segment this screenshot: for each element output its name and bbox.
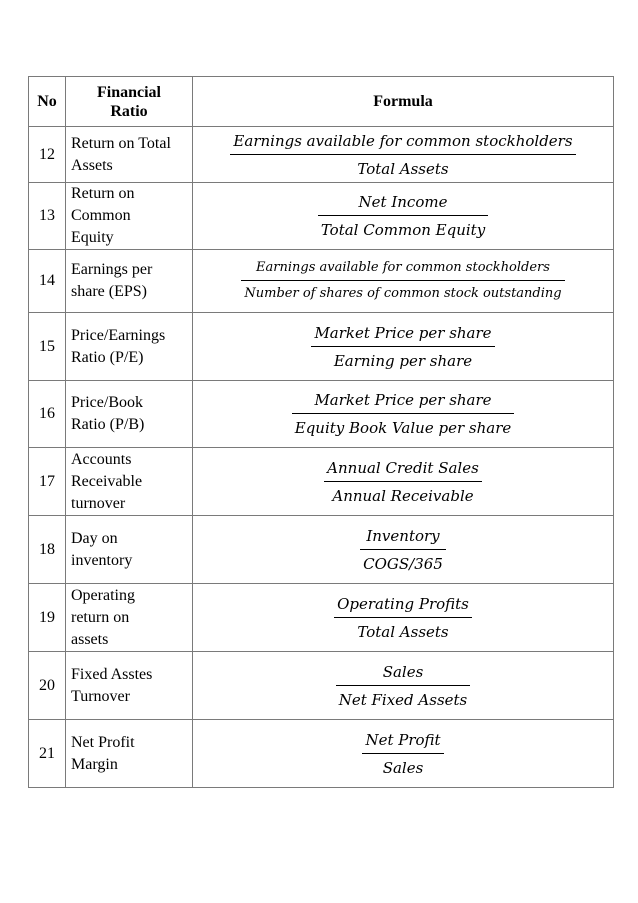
ratio-name: Day on inventory (66, 516, 193, 584)
fraction (292, 391, 515, 437)
denominator: Annual Receivable (332, 486, 474, 505)
denominator: Net Fixed Assets (338, 690, 468, 709)
header-formula: Formula (193, 77, 614, 127)
numerator: Net Profit (362, 731, 443, 754)
ratio-name: Return on Common Equity (66, 183, 193, 250)
ratio-name: Price/Earnings Ratio (P/E) (66, 313, 193, 381)
ratio-name: Price/Book Ratio (P/B) (66, 381, 193, 448)
numerator: Net Income (318, 193, 488, 216)
formula-cell (193, 720, 614, 788)
denominator: Total Assets (357, 159, 449, 178)
fraction (311, 324, 494, 370)
table-header-row (29, 77, 614, 127)
header-no: No (29, 77, 66, 127)
table-row (29, 720, 614, 788)
formula-cell (193, 127, 614, 183)
numerator: Market Price per share (311, 324, 494, 347)
ratio-name: Net Profit Margin (66, 720, 193, 788)
table-row (29, 448, 614, 516)
table-row (29, 250, 614, 313)
denominator: Total Assets (357, 622, 449, 641)
fraction (241, 260, 564, 302)
numerator: Operating Profits (334, 595, 472, 618)
ratio-name: Accounts Receivable turnover (66, 448, 193, 516)
row-number: 16 (29, 381, 66, 448)
denominator: COGS/365 (363, 554, 443, 573)
table-row (29, 516, 614, 584)
fraction (324, 459, 482, 505)
formula-cell (193, 652, 614, 720)
formula-cell (193, 381, 614, 448)
fraction (230, 132, 575, 178)
table-row (29, 127, 614, 183)
row-number: 21 (29, 720, 66, 788)
numerator: Inventory (360, 527, 446, 550)
ratio-name: Operating return on assets (66, 584, 193, 652)
table-row (29, 584, 614, 652)
numerator: Sales (336, 663, 471, 686)
financial-ratios-table (28, 76, 614, 788)
row-number: 20 (29, 652, 66, 720)
ratio-name: Fixed Asstes Turnover (66, 652, 193, 720)
table-row (29, 183, 614, 250)
table-row (29, 313, 614, 381)
fraction (334, 595, 472, 641)
row-number: 18 (29, 516, 66, 584)
formula-cell (193, 250, 614, 313)
numerator: Earnings available for common stockholders (241, 260, 564, 281)
row-number: 12 (29, 127, 66, 183)
formula-cell (193, 516, 614, 584)
fraction (362, 731, 443, 777)
row-number: 17 (29, 448, 66, 516)
row-number: 13 (29, 183, 66, 250)
denominator: Total Common Equity (320, 221, 486, 239)
formula-cell (193, 448, 614, 516)
numerator: Earnings available for common stockholders (230, 132, 575, 155)
formula-cell (193, 584, 614, 652)
numerator: Market Price per share (292, 391, 515, 414)
denominator: Sales (382, 758, 424, 777)
row-number: 15 (29, 313, 66, 381)
fraction (360, 527, 446, 573)
fraction (336, 663, 471, 709)
fraction (318, 193, 488, 239)
header-financial-ratio: Financial Ratio (66, 77, 193, 127)
row-number: 19 (29, 584, 66, 652)
ratio-name: Earnings per share (EPS) (66, 250, 193, 313)
row-number: 14 (29, 250, 66, 313)
formula-cell (193, 183, 614, 250)
table-row (29, 652, 614, 720)
denominator: Earning per share (333, 351, 473, 370)
denominator: Equity Book Value per share (294, 419, 512, 437)
formula-cell (193, 313, 614, 381)
table-row (29, 381, 614, 448)
denominator: Number of shares of common stock outstanding (244, 286, 562, 301)
numerator: Annual Credit Sales (324, 459, 482, 482)
ratio-name: Return on Total Assets (66, 127, 193, 183)
